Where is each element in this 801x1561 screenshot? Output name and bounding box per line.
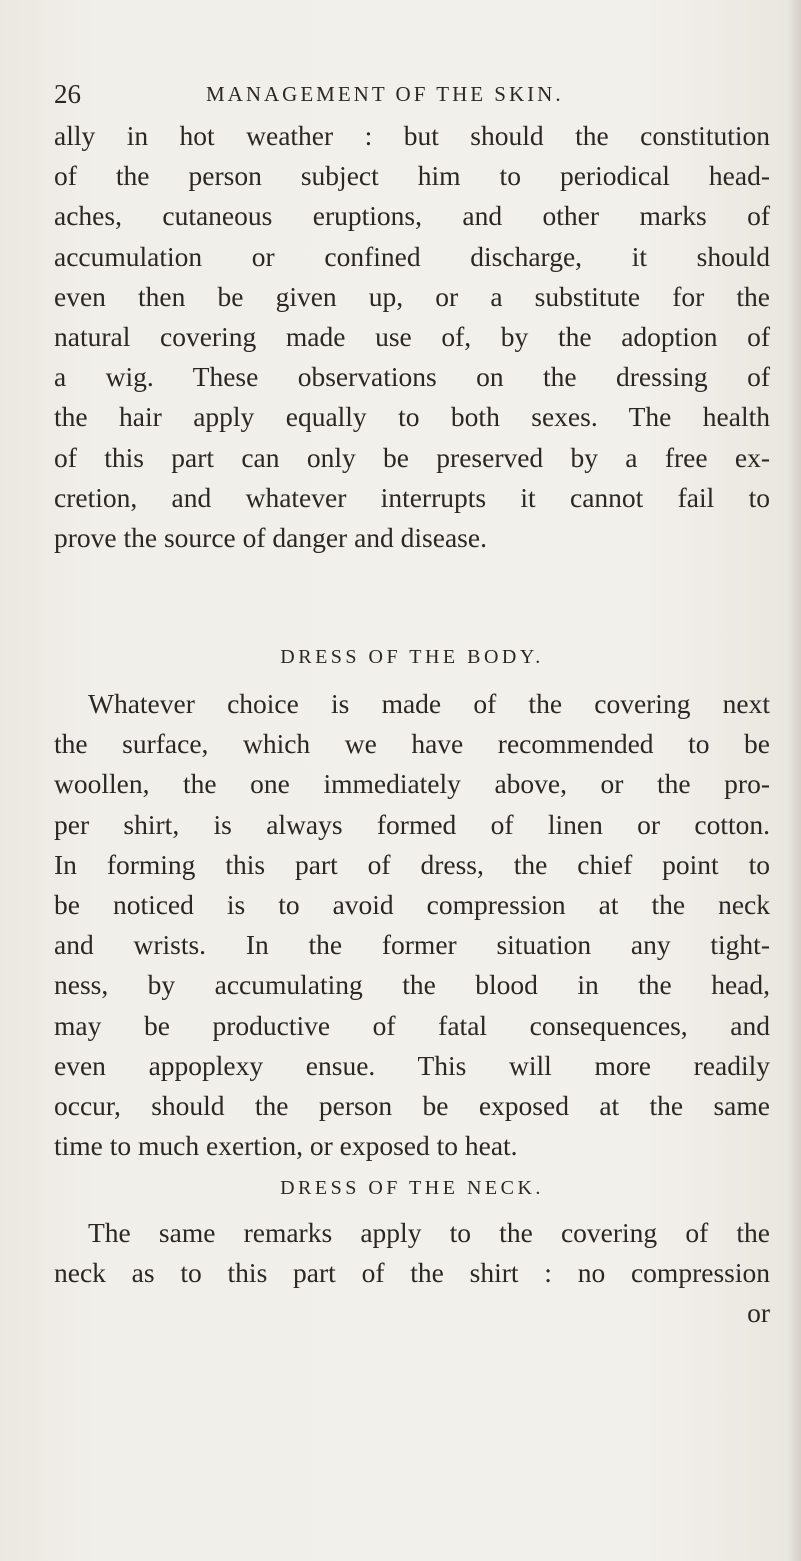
text-line: natural covering made use of, by the adoption of — [54, 321, 770, 353]
text-line: per shirt, is always formed of linen or cotton. — [54, 808, 770, 840]
text-line: even appoplexy ensue. This will more readily — [54, 1049, 770, 1081]
running-head — [54, 76, 754, 112]
catchword: or — [747, 1297, 770, 1329]
text-line: cretion, and whatever interrupts it cannot fail to — [54, 481, 770, 513]
paragraph-hair — [54, 116, 770, 558]
text-line: the surface, which we have recommended to be — [54, 728, 770, 760]
text-line: accumulation or confined discharge, it should — [54, 240, 770, 272]
text-line: and wrists. In the former situation any tight- — [54, 929, 770, 961]
text-line: ness, by accumulating the blood in the head, — [54, 969, 770, 1001]
page-edge-shadow — [787, 0, 801, 1561]
section-heading-body: DRESS OF THE BODY. — [280, 646, 544, 668]
text-line: may be productive of fatal consequences, and — [54, 1009, 770, 1041]
page-number: 26 — [54, 79, 81, 109]
text-line: neck as to this part of the shirt : no compression — [54, 1257, 770, 1289]
text-line: ally in hot weather : but should the constitution — [54, 120, 770, 151]
section-heading-neck: DRESS OF THE NECK. — [280, 1177, 544, 1199]
paragraph-body-dress — [54, 684, 770, 1166]
text-line: woollen, the one immediately above, or the pro- — [54, 768, 770, 800]
running-title: MANAGEMENT OF THE SKIN. — [206, 82, 564, 106]
text-line: aches, cutaneous eruptions, and other marks of — [54, 200, 770, 232]
text-line: of this part can only be preserved by a free ex- — [54, 441, 770, 473]
text-line: In forming this part of dress, the chief point to — [54, 848, 770, 880]
text-line: of the person subject him to periodical head- — [54, 160, 770, 192]
text-line: a wig. These observations on the dressing of — [54, 361, 770, 393]
text-line: occur, should the person be exposed at the same — [54, 1090, 770, 1122]
text-line: time to much exertion, or exposed to heat. — [54, 1130, 518, 1162]
text-line: even then be given up, or a substitute for the — [54, 280, 770, 312]
text-line: prove the source of danger and disease. — [54, 522, 487, 554]
text-line: be noticed is to avoid compression at the neck — [54, 889, 770, 921]
text-line: the hair apply equally to both sexes. The health — [54, 401, 770, 433]
text-line: Whatever choice is made of the covering next — [88, 688, 770, 719]
text-line: The same remarks apply to the covering of the — [88, 1217, 770, 1248]
paragraph-neck-dress — [54, 1213, 770, 1334]
